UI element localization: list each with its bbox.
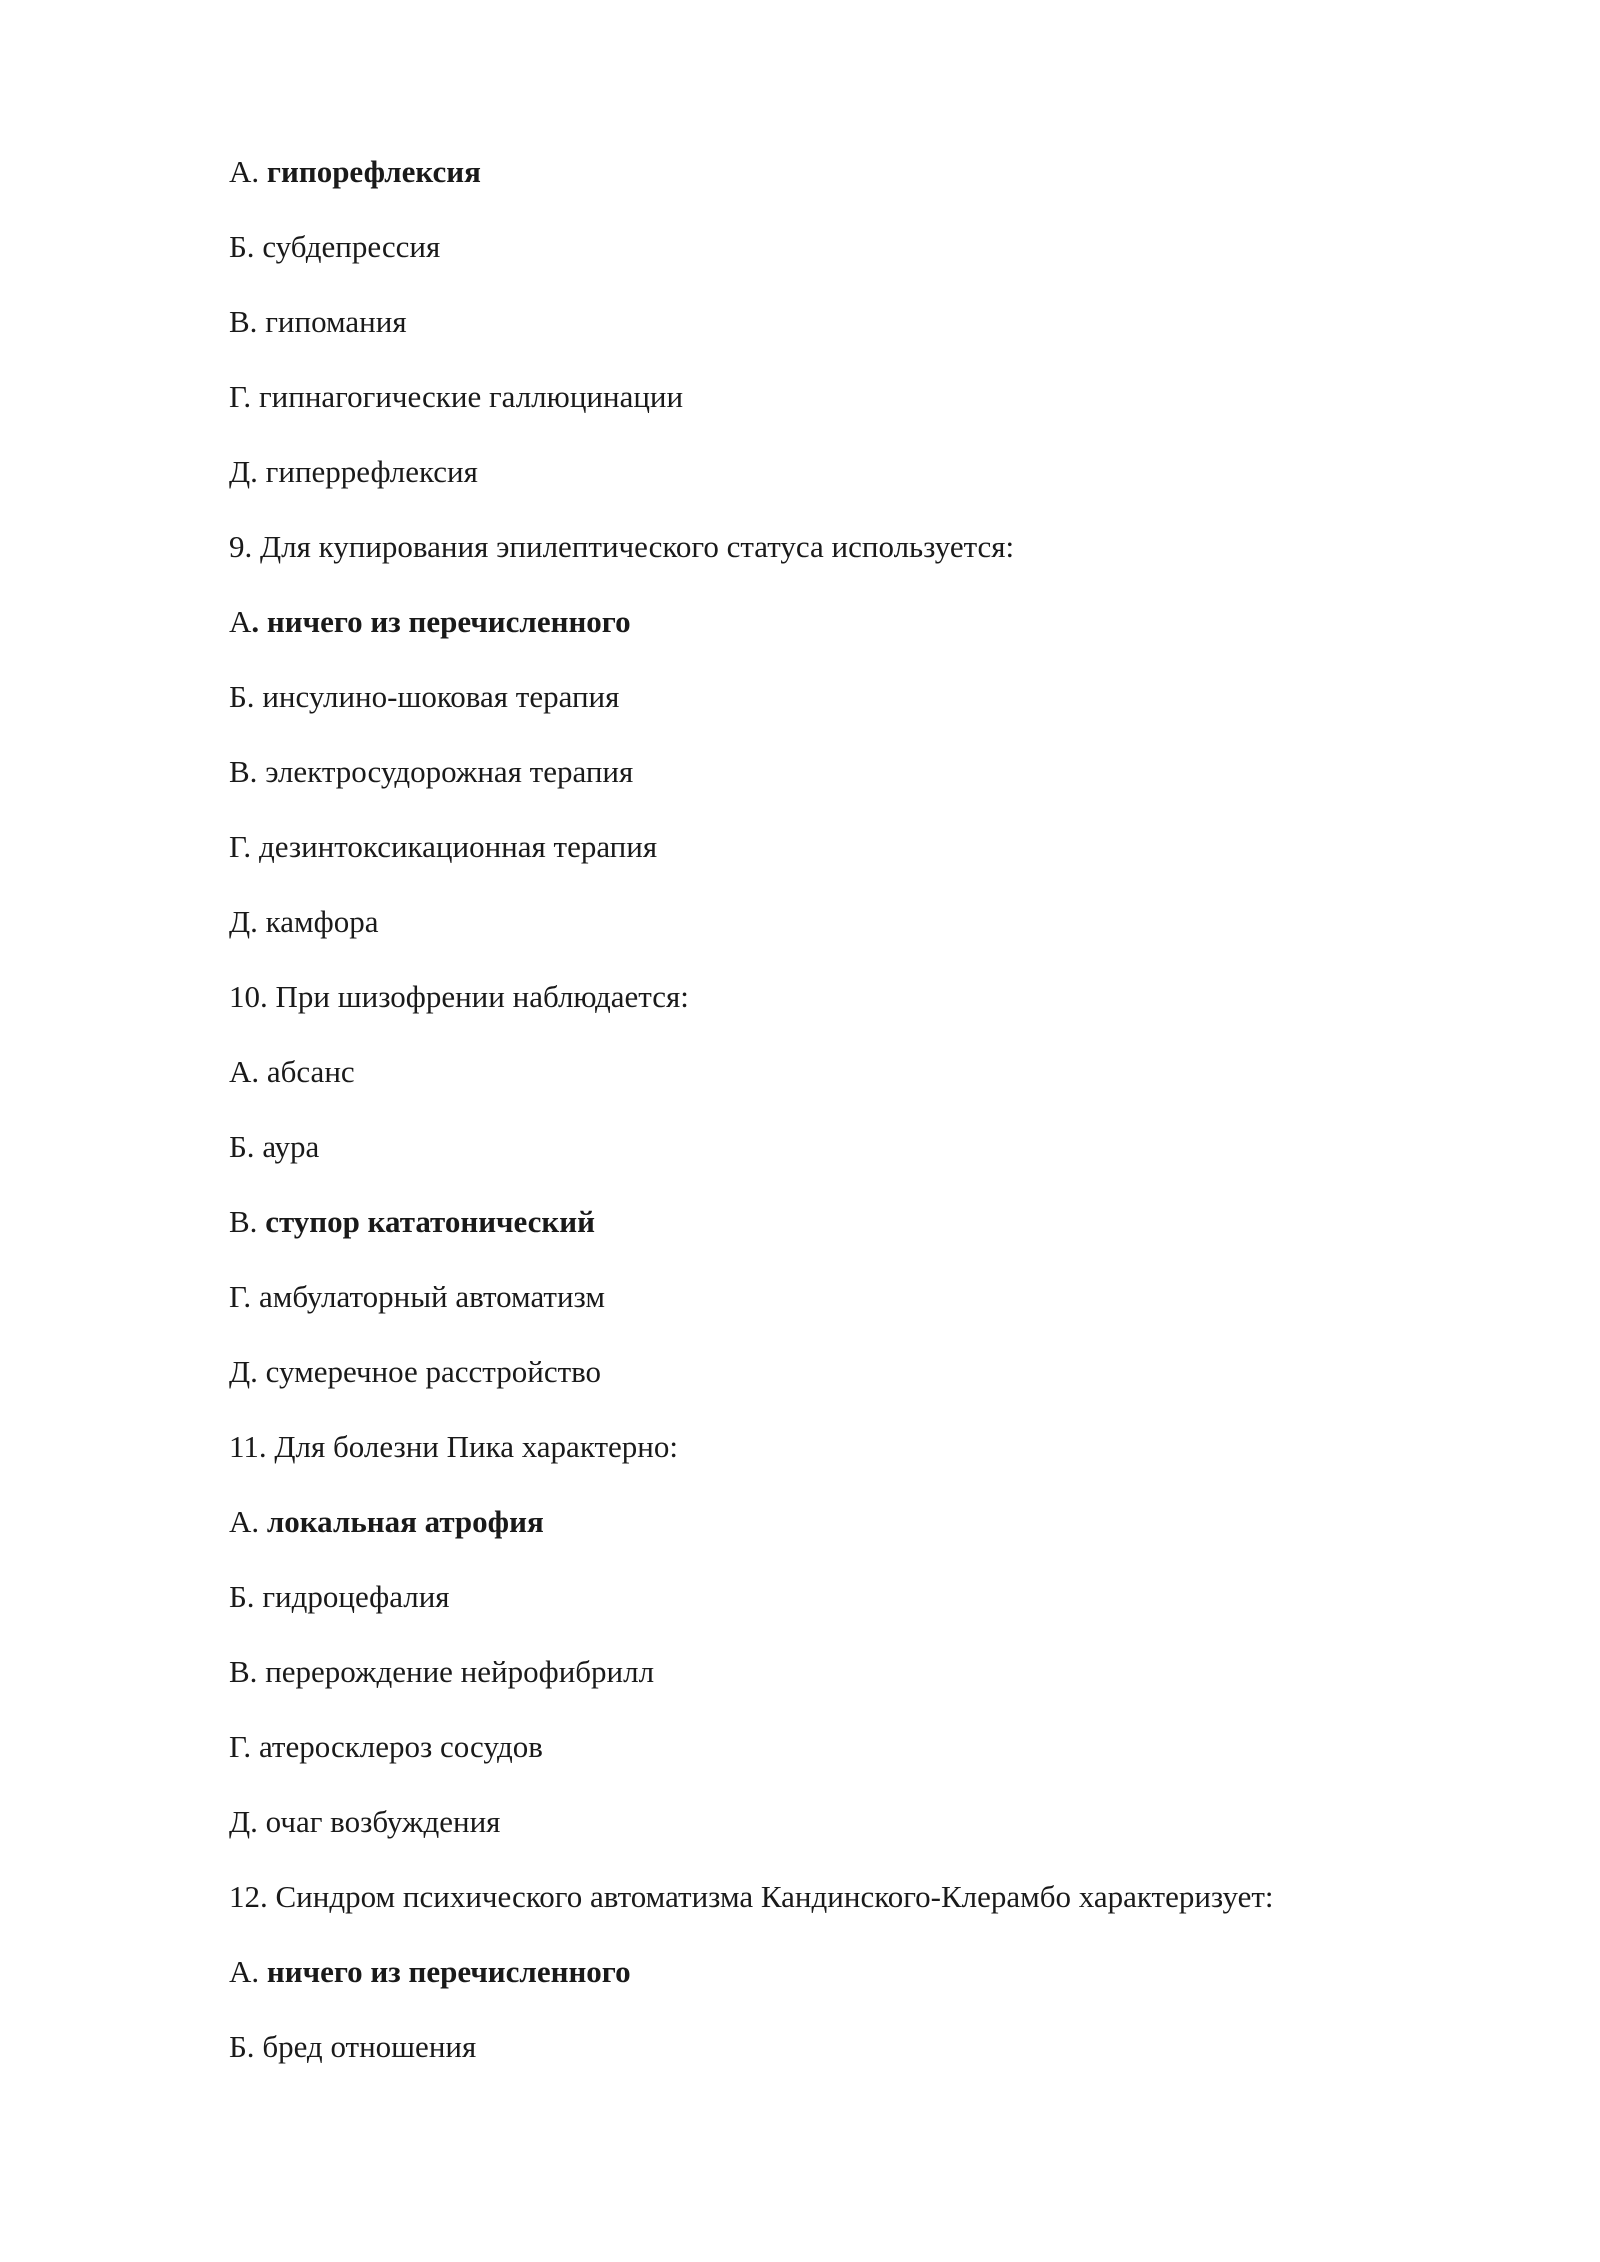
option-line [229, 298, 1389, 373]
option-line [229, 1498, 1389, 1573]
option-text: перерождение нейрофибрилл [265, 1654, 655, 1689]
option-line [229, 148, 1389, 223]
option-text: гипомания [265, 304, 407, 339]
option-text: сумеречное расстройство [265, 1354, 602, 1389]
option-line [229, 1123, 1389, 1198]
option-text: гиперрефлексия [265, 454, 478, 489]
question-number: 12. [229, 1879, 276, 1914]
option-prefix: Г. [229, 1729, 259, 1764]
option-text: электросудорожная терапия [265, 754, 634, 789]
option-line [229, 448, 1389, 523]
option-text: инсулино-шоковая терапия [262, 679, 620, 714]
question-text: Для купирования эпилептического статуса используется: [260, 529, 1015, 564]
option-line [229, 1198, 1389, 1273]
option-text: атеросклероз сосудов [258, 1729, 543, 1764]
option-text-answer: . ничего из перечисленного [251, 604, 631, 639]
option-text: дезинтоксикационная терапия [258, 829, 658, 864]
option-text-answer: ступор кататонический [265, 1204, 596, 1239]
question-text: При шизофрении наблюдается: [275, 979, 689, 1014]
option-line [229, 1348, 1389, 1423]
option-prefix: А. [229, 1054, 267, 1089]
option-line [229, 1648, 1389, 1723]
option-text-answer: локальная атрофия [266, 1504, 544, 1539]
question-text: Для болезни Пика характерно: [274, 1429, 678, 1464]
option-line [229, 1948, 1389, 2023]
option-line [229, 1723, 1389, 1798]
option-text: гидроцефалия [262, 1579, 450, 1614]
option-line [229, 673, 1389, 748]
option-text: очаг возбуждения [265, 1804, 501, 1839]
option-line [229, 823, 1389, 898]
option-prefix: Г. [229, 379, 259, 414]
question-number: 11. [229, 1429, 275, 1464]
option-prefix: А. [229, 1954, 267, 1989]
question-line [229, 1873, 1389, 1948]
option-text: субдепрессия [262, 229, 441, 264]
option-prefix: Д. [229, 1354, 266, 1389]
question-line [229, 523, 1389, 598]
option-line [229, 598, 1389, 673]
question-number: 10. [229, 979, 276, 1014]
option-prefix: А [229, 604, 252, 639]
option-text-answer: ничего из перечисленного [266, 1954, 631, 1989]
question-line [229, 973, 1389, 1048]
option-prefix: Б. [229, 2029, 263, 2064]
question-text: Синдром психического автоматизма Кандинского-Клерамбо характеризует: [275, 1879, 1274, 1914]
option-prefix: В. [229, 754, 266, 789]
document-body [229, 148, 1389, 2098]
option-prefix: Г. [229, 1279, 259, 1314]
option-prefix: В. [229, 1204, 266, 1239]
question-line [229, 1423, 1389, 1498]
option-line [229, 373, 1389, 448]
option-text: гипнагогические галлюцинации [258, 379, 684, 414]
option-text: аура [262, 1129, 320, 1164]
option-prefix: В. [229, 1654, 266, 1689]
option-text: абсанс [266, 1054, 355, 1089]
option-prefix: А. [229, 154, 267, 189]
option-text-answer: гипорефлексия [266, 154, 481, 189]
option-prefix: Д. [229, 904, 266, 939]
option-line [229, 1573, 1389, 1648]
option-text: амбулаторный автоматизм [258, 1279, 605, 1314]
option-text: камфора [265, 904, 379, 939]
option-prefix: Г. [229, 829, 259, 864]
option-prefix: Д. [229, 454, 266, 489]
option-line [229, 1798, 1389, 1873]
option-prefix: А. [229, 1504, 267, 1539]
option-prefix: В. [229, 304, 266, 339]
option-prefix: Д. [229, 1804, 266, 1839]
option-line [229, 1048, 1389, 1123]
option-line [229, 1273, 1389, 1348]
option-prefix: Б. [229, 229, 263, 264]
option-line [229, 223, 1389, 298]
option-line [229, 898, 1389, 973]
question-number: 9. [229, 529, 260, 564]
option-text: бред отношения [262, 2029, 477, 2064]
option-prefix: Б. [229, 1129, 263, 1164]
option-line [229, 2023, 1389, 2098]
option-prefix: Б. [229, 1579, 263, 1614]
option-line [229, 748, 1389, 823]
option-prefix: Б. [229, 679, 263, 714]
